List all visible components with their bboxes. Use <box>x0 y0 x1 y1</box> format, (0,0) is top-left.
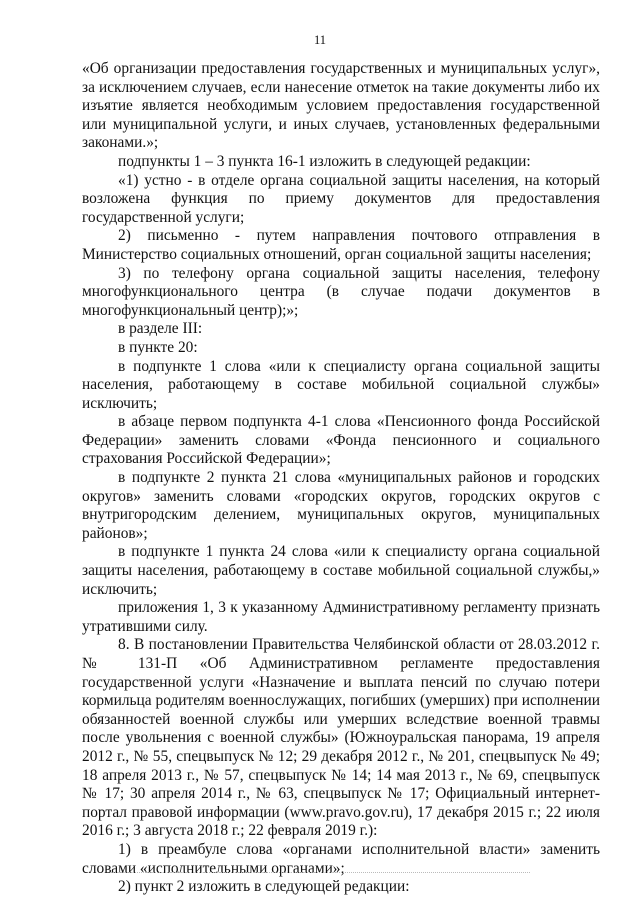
page-number: 11 <box>313 33 327 47</box>
paragraph: приложения 1, 3 к указанному Административному регламенту признать утратившими силу. <box>82 599 600 635</box>
paragraph: подпункты 1 – 3 пункта 16-1 изложить в следующей редакции: <box>118 152 531 170</box>
paragraph: «1) устно - в отделе органа социальной защиты населения, на который возложена функция по приему документов для предоставления государственной услуги; <box>82 171 600 226</box>
paragraph: 2) письменно - путем направления почтового отправления в Министерство социальных отношений, орган социальной защиты населения; <box>82 227 600 263</box>
paragraph: в подпункте 1 пункта 24 слова «или к специалисту органа социальной защиты населения, работающему в составе мобильной социальной службы,» исключить; <box>82 543 600 598</box>
paragraph: в подпункте 2 пункта 21 слова «муниципальных районов и городских округов» заменить словами «городских округов, городских округов с внутригородским делением, муниципальных округов, муниципальных районов»; <box>82 469 600 542</box>
paragraph: 8. В постановлении Правительства Челябинской области от 28.03.2012 г. № 131-П «Об Административном регламенте предоставления государственной услуги «Назначение и выплата пенсий по случаю потери кормильца родителям военнослужащих, погибших (умерших) при исполнении обязанностей военной службы или умерших вследствие военной травмы после увольнения с военной службы» (Южноуральская панорама, 19 апреля 2012 г., № 55, спецвыпуск № 12; 29 декабря 2012 г., № 201, спецвыпуск № 49; 18 апреля 2013 г., № 57, спецвыпуск № 14; 14 мая 2013 г., № 69, спецвыпуск № 17; 30 апреля 2014 г., № 63, спецвыпуск № 17; Официальный интернет-портал правовой информации (www.pravo.gov.ru), 17 декабря 2015 г.; 22 июля 2016 г.; 3 августа 2018 г.; 22 февраля 2019 г.): <box>82 636 600 840</box>
paragraph: 1) в преамбуле слова «органами исполнительной власти» заменить словами «исполнительными органами»; <box>82 840 600 877</box>
paragraph: в абзаце первом подпункта 4-1 слова «Пенсионного фонда Российской Федерации» заменить словами «Фонда пенсионного и социального страхования Российской Федерации»; <box>82 413 600 468</box>
footer-divider <box>110 872 530 873</box>
paragraph: в подпункте 1 слова «или к специалисту органа социальной защиты населения, работающему в составе мобильной социальной службы» исключить; <box>82 357 600 412</box>
paragraph: «Об организации предоставления государственных и муниципальных услуг», за исключением случаев, если нанесение отметок на такие документы либо их изъятие является необходимым условием предоставления государственной или муниципальной услуги, и иных случаев, установленных федеральными законами.»; <box>82 60 600 152</box>
paragraph: в пункте 20: <box>118 338 198 356</box>
document-body <box>82 60 600 897</box>
paragraph: 3) по телефону органа социальной защиты населения, телефону многофункционального центра (в случае подачи документов в многофункциональный центр);»; <box>82 264 600 319</box>
paragraph: в разделе III: <box>118 320 203 338</box>
paragraph: 2) пункт 2 изложить в следующей редакции: <box>118 878 410 896</box>
